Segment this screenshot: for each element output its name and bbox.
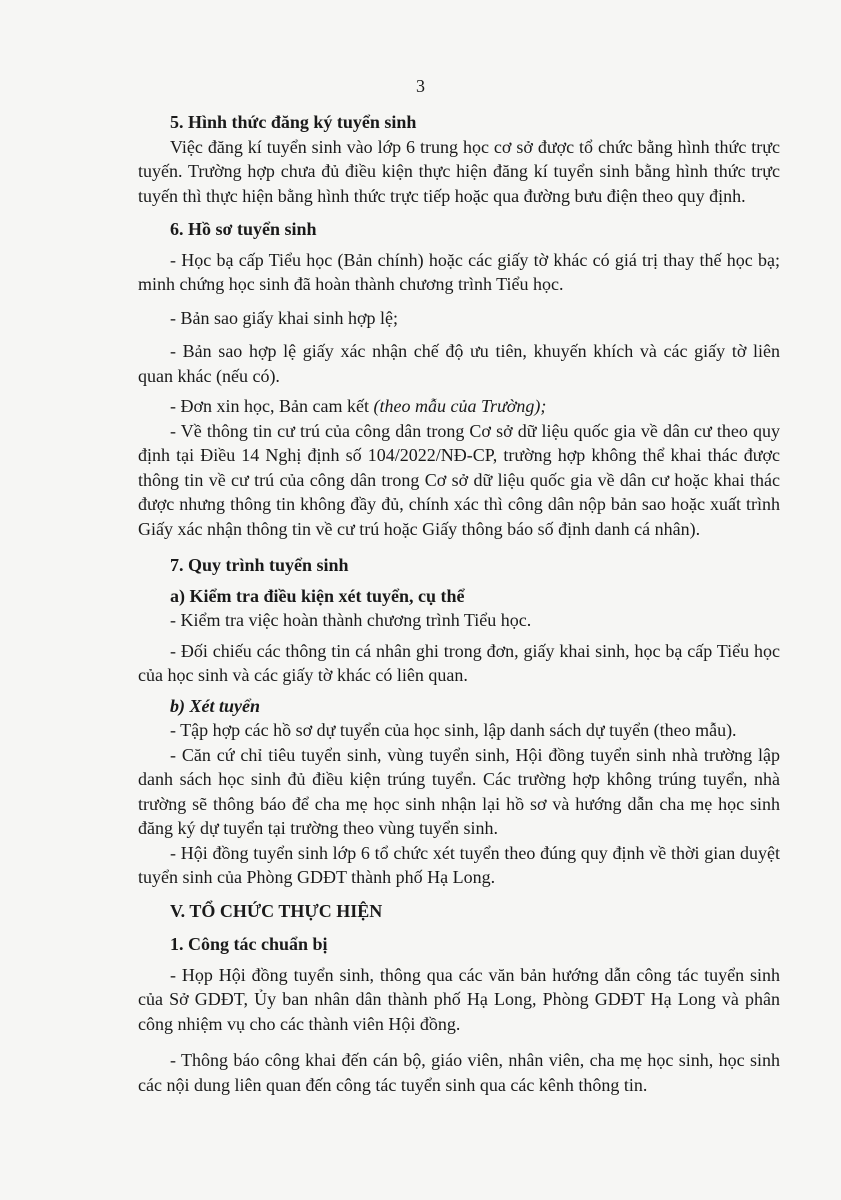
section-7b-item-1: - Tập hợp các hồ sơ dự tuyển của học sinh, lập danh sách dự tuyển (theo mẫu). xyxy=(170,720,737,740)
section-7b-item-2: - Căn cứ chỉ tiêu tuyển sinh, vùng tuyển sinh, Hội đồng tuyển sinh nhà trường lập danh sách học sinh đủ điều kiện trúng tuyển. Các trường hợp không trúng tuyển, nhà trường sẽ thông báo để cha mẹ học sinh nhận lại hồ sơ và hướng dẫn cha mẹ học sinh đăng ký dự tuyển tại trường theo vùng tuyển sinh. xyxy=(138,744,780,838)
section-7a-item-1: - Kiểm tra việc hoàn thành chương trình Tiểu học. xyxy=(170,610,532,630)
section-7b-item-3: - Hội đồng tuyển sinh lớp 6 tổ chức xét tuyển theo đúng quy định về thời gian duyệt tuyển sinh của Phòng GDĐT thành phố Hạ Long. xyxy=(138,842,780,887)
document-body xyxy=(138,110,780,1097)
section-5-paragraph: Việc đăng kí tuyển sinh vào lớp 6 trung học cơ sở được tổ chức bằng hình thức trực tuyến. Trường hợp chưa đủ điều kiện thực hiện đăng kí tuyển sinh bằng hình thức trực tuyến thì thực hiện bằng hình thức trực tiếp hoặc qua đường bưu điện theo quy định. xyxy=(138,136,780,206)
section-V1-item-2: - Thông báo công khai đến cán bộ, giáo viên, nhân viên, cha mẹ học sinh, học sinh các nội dung liên quan đến công tác tuyển sinh qua các kênh thông tin. xyxy=(138,1050,780,1095)
section-7a-item-2: - Đối chiếu các thông tin cá nhân ghi trong đơn, giấy khai sinh, học bạ cấp Tiểu học của học sinh và các giấy tờ khác có liên quan. xyxy=(138,640,780,685)
section-7a-heading: a) Kiểm tra điều kiện xét tuyển, cụ thể xyxy=(170,585,465,606)
section-6-heading: 6. Hồ sơ tuyển sinh xyxy=(170,219,317,239)
don-xin-hoc-text: - Đơn xin học, Bản cam kết xyxy=(170,396,374,416)
don-xin-hoc-note: (theo mẫu của Trường); xyxy=(373,396,547,416)
section-7-heading: 7. Quy trình tuyển sinh xyxy=(170,555,349,575)
section-6-item-3: - Bản sao hợp lệ giấy xác nhận chế độ ưu tiên, khuyến khích và các giấy tờ liên quan khác (nếu có). xyxy=(138,341,780,386)
page-number: 3 xyxy=(416,76,425,96)
section-V1-heading: 1. Công tác chuẩn bị xyxy=(170,934,328,954)
section-V-heading: V. TỔ CHỨC THỰC HIỆN xyxy=(170,900,383,921)
section-7b-heading: b) Xét tuyển xyxy=(170,695,260,716)
section-6-item-4 xyxy=(138,394,780,419)
section-6-item-1: - Học bạ cấp Tiểu học (Bản chính) hoặc các giấy tờ khác có giá trị thay thế học bạ; minh chứng học sinh đã hoàn thành chương trình Tiểu học. xyxy=(138,249,780,294)
section-5-heading: 5. Hình thức đăng ký tuyển sinh xyxy=(170,112,417,132)
section-V1-item-1: - Họp Hội đồng tuyển sinh, thông qua các văn bản hướng dẫn công tác tuyển sinh của Sở GDĐT, Ủy ban nhân dân thành phố Hạ Long, Phòng GDĐT Hạ Long và phân công nhiệm vụ cho các thành viên Hội đồng. xyxy=(138,964,780,1034)
section-6-item-5: - Về thông tin cư trú của công dân trong Cơ sở dữ liệu quốc gia về dân cư theo quy định tại Điều 14 Nghị định số 104/2022/NĐ-CP, trường hợp không thể khai thác được thông tin về cư trú của công dân trong Cơ sở dữ liệu quốc gia về dân cư hoặc khai thác được nhưng thông tin không đầy đủ, chính xác thì công dân nộp bản sao hoặc xuất trình Giấy xác nhận thông tin về cư trú hoặc Giấy thông báo số định danh cá nhân). xyxy=(138,420,780,539)
section-6-item-2: - Bản sao giấy khai sinh hợp lệ; xyxy=(170,307,398,328)
